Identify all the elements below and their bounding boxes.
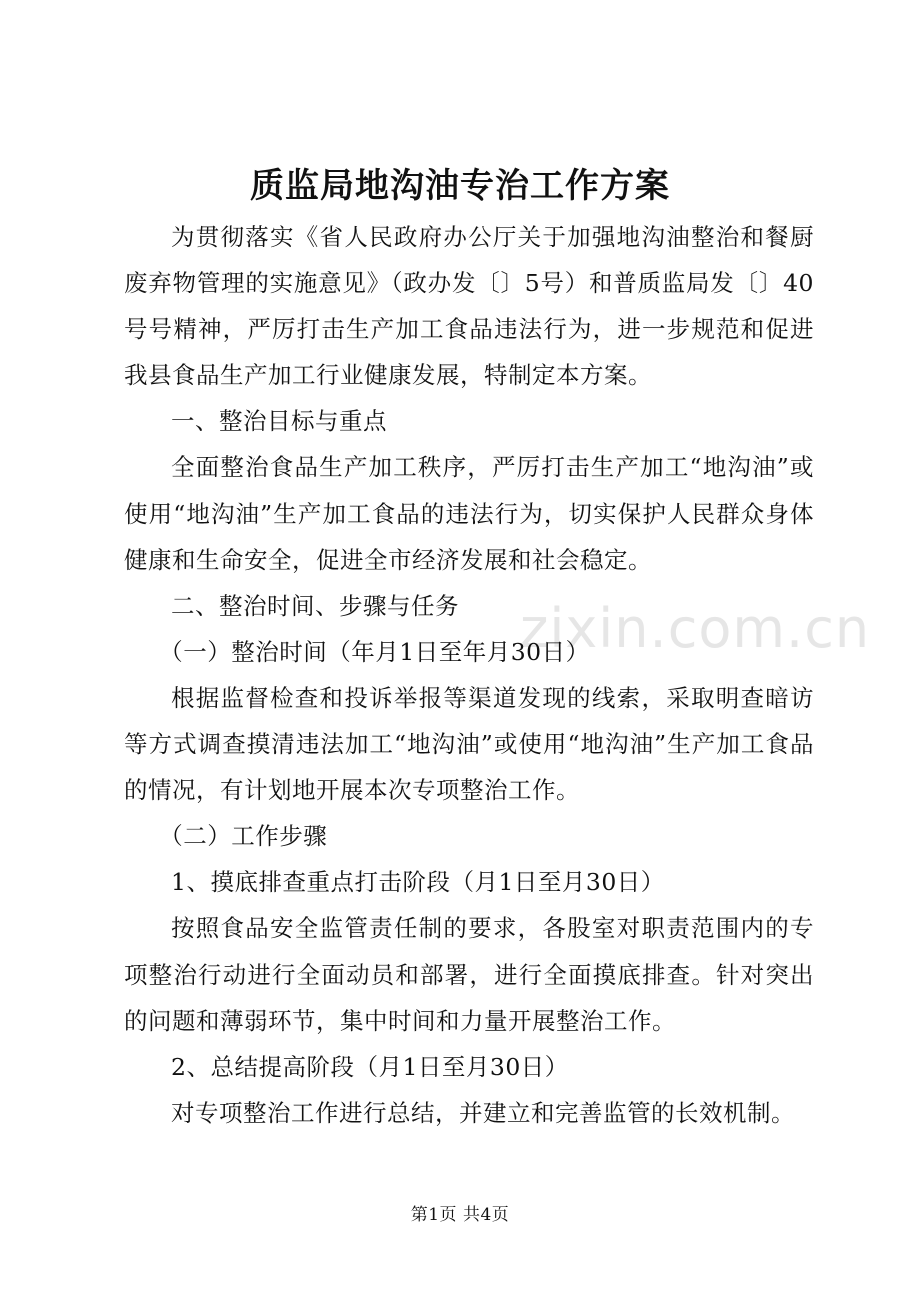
paragraph-time: 根据监督检查和投诉举报等渠道发现的线索，采取明查暗访等方式调查摸清违法加工“地沟油”或使用“地沟油”生产加工食品的情况，有计划地开展本次专项整治工作。	[124, 683, 814, 805]
subheading-steps: （二）工作步骤	[159, 822, 328, 851]
paragraph-goals: 全面整治食品生产加工秩序，严厉打击生产加工“地沟油”或使用“地沟油”生产加工食品的违法行为，切实保护人民群众身体健康和生命安全，促进全市经济发展和社会稳定。	[124, 453, 814, 574]
page-footer: 第1页 共4页	[410, 1205, 510, 1225]
heading-section-2: 二、整治时间、步骤与任务	[171, 591, 459, 620]
subheading-time: （一）整治时间（年月1日至年月30日）	[159, 637, 590, 666]
document-body	[124, 214, 814, 1136]
paragraph-step-2: 对专项整治工作进行总结，并建立和完善监管的长效机制。	[171, 1098, 795, 1127]
document-title: 质监局地沟油专治工作方案	[250, 166, 670, 206]
heading-step-2: 2、总结提高阶段（月1日至月30日）	[171, 1052, 569, 1081]
watermark-text: zixin.com.cn	[520, 597, 871, 660]
heading-section-1: 一、整治目标与重点	[171, 407, 387, 436]
paragraph-intro: 为贯彻落实《省人民政府办公厅关于加强地沟油整治和餐厨废弃物管理的实施意见》（政办发〔〕5号）和普质监局发〔〕40号号精神，严厉打击生产加工食品违法行为，进一步规范和促进我县食品生产加工行业健康发展，特制定本方案。	[124, 223, 814, 390]
paragraph-step-1: 按照食品安全监管责任制的要求，各股室对职责范围内的专项整治行动进行全面动员和部署，进行全面摸底排查。针对突出的问题和薄弱环节，集中时间和力量开展整治工作。	[124, 914, 814, 1035]
heading-step-1: 1、摸底排查重点打击阶段（月1日至月30日）	[171, 868, 665, 897]
